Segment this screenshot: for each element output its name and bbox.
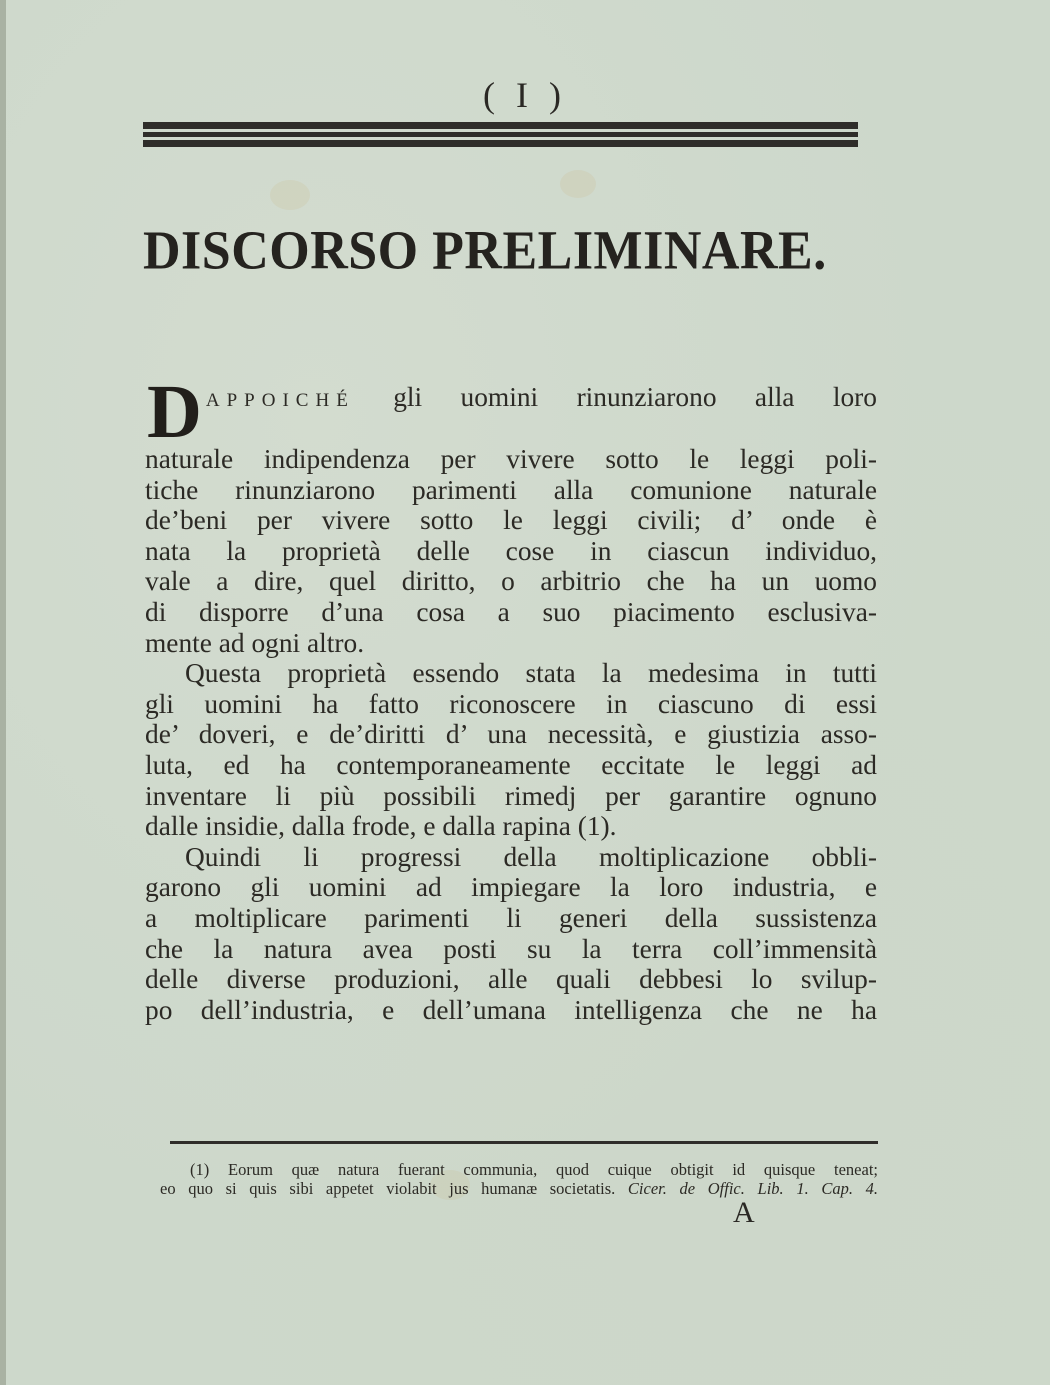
header-double-rule: [143, 122, 858, 148]
text-line: naturale indipendenza per vivere sotto le leggi poli-: [145, 444, 877, 474]
text-line: Quindi li progressi della moltiplicazione obbli-: [185, 841, 877, 872]
footnote-line: [160, 1179, 878, 1198]
foxing-stain: [270, 180, 310, 210]
text-line: di disporre d’una cosa a suo piacimento esclusiva-: [145, 596, 877, 627]
footnote-quote: eo quo si quis sibi appetet violabit jus humanæ societatis.: [160, 1179, 616, 1198]
drop-cap: D: [147, 370, 202, 454]
text-line: luta, ed ha contemporaneamente eccitate le leggi ad: [145, 749, 877, 780]
page-number: ( I ): [483, 75, 567, 115]
footnote-rule: [170, 1141, 878, 1144]
text-line: che la natura avea posti su la terra coll’immensità: [145, 933, 877, 964]
text-line: dalle insidie, dalla frode, e dalla rapina (1).: [145, 811, 617, 842]
text-line: a moltiplicare parimenti li generi della sussistenza: [145, 902, 877, 933]
text-line: tiche rinunziarono parimenti alla comunione naturale: [145, 474, 877, 505]
text-line: [155, 382, 877, 417]
text-line: de’beni per vivere sotto le leggi civili; d’ onde è: [145, 505, 877, 536]
footnote-citation: Cicer. de Offic. Lib. 1. Cap. 4.: [615, 1179, 878, 1198]
small-caps-word: APPOICHÉ: [205, 390, 355, 411]
text-line: de’ doveri, e de’diritti d’ una necessità, e giustizia asso-: [145, 719, 877, 750]
text-line: mente ad ogni altro.: [145, 627, 365, 658]
text-line: gli uomini ha fatto riconoscere in ciascuno di essi: [145, 688, 877, 719]
text-line: inventare li più possibili rimedj per garantire ognuno: [145, 780, 877, 811]
text-line-rest: gli uomini rinunziarono alla loro: [354, 382, 877, 412]
text-line: po dell’industria, e dell’umana intelligenza che ne ha: [145, 994, 877, 1025]
foxing-stain: [560, 170, 596, 198]
text-line: vale a dire, quel diritto, o arbitrio che ha un uomo: [145, 566, 877, 597]
text-line: delle diverse produzioni, alle quali debbesi lo svilup-: [145, 964, 877, 995]
text-line: nata la proprietà delle cose in ciascun individuo,: [145, 535, 877, 566]
text-line: Questa proprietà essendo stata la medesima in tutti: [185, 658, 877, 689]
body-text: [145, 370, 877, 1025]
page-edge-shadow: [0, 0, 6, 1385]
footnote-line: (1) Eorum quæ natura fuerant communia, quod cuique obtigit id quisque teneat;: [190, 1160, 878, 1179]
text-line: garono gli uomini ad impiegare la loro industria, e: [145, 872, 877, 903]
footnote: [160, 1160, 878, 1198]
chapter-title: DISCORSO PRELIMINARE.: [143, 221, 827, 281]
signature-mark: A: [733, 1196, 755, 1229]
